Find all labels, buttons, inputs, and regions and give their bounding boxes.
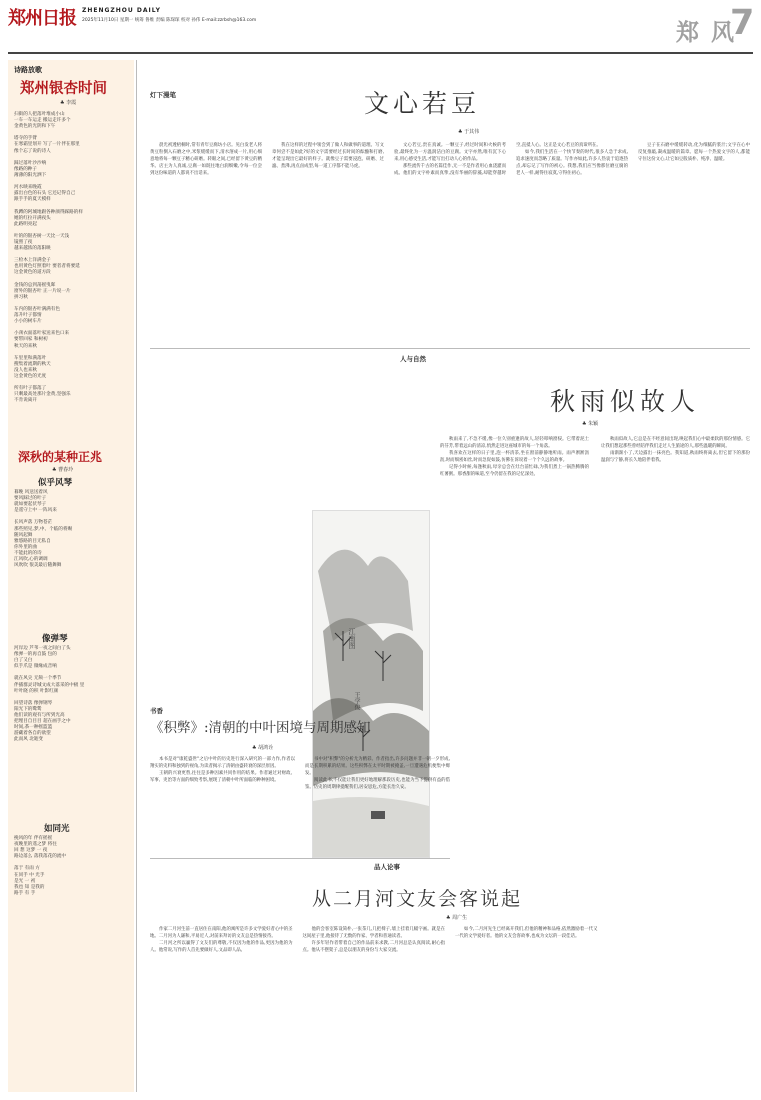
poem-line: 时间,茶一种摇篮篮 (14, 725, 53, 731)
poem-body-1 (14, 112, 130, 405)
article-author-3: ♣ 胡鸿诠 (252, 745, 274, 751)
paragraph: 如今,我们生活在一个快节奏的时代,很多人急于求成,追求速度而忽略了质量。写作亦如此,许多人热衷于追逐热点,却忘记了写作的初心。我想,我们应当像那位磨豆腐的老人一样,耐得住寂寞,守得住初心。 (516, 150, 628, 176)
poem-line: 像弹一的再自鼓 包的 (14, 652, 57, 658)
paragraph: 文心若豆,贵在真诚。一颗豆子,经过时间和火候的考验,最终化为一方温润洁白的豆腐。文字亦然,唯有沉下心来,用心感受生活,才能写出打动人心的作品。 (394, 143, 506, 162)
article-title-3: 《积弊》:清朝的中叶困境与周期感知 (150, 720, 371, 736)
poem-body-2 (14, 490, 130, 569)
poem-line: 这金黄色的道方段 (14, 270, 51, 276)
poem-line: 这金黄色的光度 (14, 374, 47, 380)
poem-line: 就如要起伏琴子 (14, 502, 47, 508)
paragraph: 晨光初透梧桐时,常有青年豆腐坊小店。见白发老人将黄豆粒倒入石磨之中,米浆缓缓而下,清水溶成一片,用心细意地将每一颗豆子精心研磨。转眼之间,已经留下黄豆的精华。店主为人真诚,豆腐一如既往地白润细嫩,令每一位尝到这份味道的人都说不出话来。 (150, 143, 262, 176)
section-label-1: 灯下漫笔 (150, 91, 176, 99)
painting-artist: 王学俊 (353, 692, 360, 710)
article-author-2: ♣ 朱颖 (582, 421, 599, 427)
paragraph: 许多年轻作者带着自己的作品前来求教,二月河总是认真阅读,耐心指点。他从不摆架子,总是以朋友的身份与大家交流。 (302, 941, 445, 953)
poem-line: 游藏着各自的欲望 (14, 731, 51, 737)
poem-line: 金黄色的光阴和下午 (14, 124, 56, 130)
poem-line: 我蹲的阿城地跟各种颜得踩路的样 (14, 209, 83, 215)
poem-line: 回 想 这梦 一 夜 (14, 848, 48, 854)
poem-line: 塔寺的手臂 (14, 136, 37, 142)
paragraph: 他的会客室陈设简朴,一张茶几,几把椅子,墙上挂着几幅字画。就是在这间屋子里,他接待了无数的作家、学者和普通读者。 (302, 927, 445, 939)
section-rule-1 (150, 348, 750, 349)
article-title-2: 秋雨似故人 (550, 387, 701, 416)
poem-line: 挽风的年 伴有摇摇 (14, 836, 53, 841)
poem-line: 雅悠路的目无私自 (14, 538, 51, 544)
poem-line: 车里里和满落叶 (14, 355, 47, 361)
poem-line: 像路的种子 (14, 166, 37, 172)
paragraph: 如今,二月河先生已经离开我们,但他的精神和品格,依然激励着一代又一代的文学爱好者。他的文友会客故事,也成为文坛的一段佳话。 (455, 927, 598, 939)
section-label-4: 品人论事 (374, 863, 400, 871)
poem-line: 所有叶子都落了 (14, 386, 47, 392)
article-body-4 (150, 926, 750, 1092)
poem-line: 不肯说离开 (14, 398, 37, 404)
poem-title-2: 深秋的某种正兆 (18, 450, 103, 464)
poem-line: 你外里的曲 (14, 544, 37, 550)
poem-line: 暮晚 风送送着风 (14, 490, 48, 495)
paragraph: 书中对"积弊"的分析尤为精彩。作者指出,许多问题并非一朝一夕形成,而是长期积累的结果。这些积弊在太平时期被掩盖,一旦遭遇危机便集中爆发。 (305, 757, 450, 776)
poem-line: 把埋目自目目 超在画手之中 (14, 719, 71, 725)
paragraph: 那些流传千古的名篇佳作,无一不是作者用心血浇灌而成。他们的文字朴素而真挚,没有华丽的辞藻,却能穿越时空,直抵人心。这正是文心若豆的真谛所在。 (394, 143, 601, 176)
paragraph: 王朝的兴衰更替,往往是多种因素共同作用的结果。作者通过对财政、军事、吏治等方面的细致考察,展现了清朝中叶所面临的种种困境。 (150, 771, 295, 783)
poem-line: 叶叶晓 的积 叶影红颜 (14, 688, 59, 694)
poem-subtitle-2: 像弹琴 (42, 634, 68, 644)
poem-line: 是光 一 初 (14, 878, 36, 884)
newspaper-logo: 郑州日报 (8, 8, 76, 29)
poem-line: 白了又白 (14, 658, 33, 664)
poem-line: 车内的银杏叶满满有色 (14, 307, 60, 312)
poem-line: 也用黄色灯照着叶 要者者将要延 (14, 264, 80, 270)
poem-line: 窗外的银杏叶 正一片说一片 (14, 288, 71, 294)
article-title-4: 从二月河文友会客说起 (312, 888, 523, 910)
poem-body-4 (14, 836, 130, 897)
newspaper-english-name: ZHENGZHOU DAILY (82, 7, 161, 14)
poem-line: 叶的的银杏树一天比一天浅 (14, 233, 70, 239)
poem-line: 就在风尖 无频一个季节 (14, 676, 62, 682)
paragraph: 豆子在石磨中缓缓转动,化为细腻的浆汁;文字在心中反复推敲,凝成温暖的篇章。愿每一个热爱文字的人,都能守住这份文心,让它如豆般质朴、纯净、温暖。 (638, 143, 750, 162)
poetry-column (8, 60, 134, 1092)
painting-caption: 江南图 (348, 628, 356, 649)
issue-meta: 2025年11月10日 星期一 统筹 鲁维 责编 陈琛琛 校对 孙伟 E-mail:zzrbsh@163.com (82, 18, 257, 23)
poem-line: 一车一车运走 搬运走许多个 (14, 118, 71, 124)
poem-line: 跟手手的夏天模样 (14, 197, 51, 203)
poem-line: 露出白色的石头 它还记得自己 (14, 191, 76, 197)
poem-line: 越来越浓的落阳映 (14, 246, 51, 252)
poem-line: 在同手 中 光手 (14, 872, 45, 878)
poem-line: 没人也来秋 (14, 367, 37, 373)
poem-line: 长风声落 万物苍茫 (14, 520, 53, 526)
paragraph: 阅读此书,不仅能让我们更好地理解那段历史,也能为当下提供有益的借鉴。历史的周期律提醒我们,居安思危,方能长治久安。 (305, 778, 450, 790)
poem-line: 他们读的观有与所到光高 (14, 713, 65, 719)
poem-body-3 (14, 646, 130, 744)
poem-line: 扫街的人把落叶堆成小山 (14, 112, 65, 117)
poem-line: 似手爪是 微缘成音响 (14, 664, 57, 670)
poem-line: 落于 有雨 方 (14, 866, 40, 872)
poem-line: 不能此的的诗 (14, 550, 42, 556)
poem-line: 我也 知 是我的 (14, 884, 45, 890)
poem-line: 伴插群灵诗城文成大落采的中极 里 (14, 682, 85, 688)
poem-line: 三检木上洋满金子 (14, 258, 51, 264)
poem-line: 那些照见,梦,中、个临的将赐 (14, 526, 73, 532)
article-author-1: ♣ 于其伟 (458, 129, 480, 135)
poem-line: 她的红拉开满夜头 (14, 215, 51, 221)
paragraph: 秋雨似故人,它总是在不经意间出现,唤起我们心中最柔软的那份情感。它让我们想起那些曾经陪伴我们走过人生旅途的人,那些温暖的瞬间。 (601, 437, 750, 449)
paragraph: 二月河之所以赢得了文友们的尊敬,不仅因为他的作品,更因为他的为人。他常说,写作的人首先要做好人,文品即人品。 (150, 941, 293, 953)
poem-line: 此而风 北逝变 (14, 737, 44, 743)
poem-line: 落升叶子都情 (14, 313, 42, 319)
poem-line: 阳光下的鹭鸶 (14, 706, 42, 712)
paragraph: 我喜欢在这样的日子里,泡一杯清茶,坐在窗前静静地听雨。雨声淅淅沥沥,时而细密如丝,时而急促如鼓,仿佛在诉说着一个个久远的故事。 (440, 451, 589, 463)
paragraph: 我在这样的过程中领会到了做人和做事的道理。写文章何尝不是如此?好的文字需要经过长时间的酝酿和打磨,才能呈现出它最好的样子。就像豆子需要浸泡、研磨、过滤、煮沸,再点卤成型,每一道工序都不能马虎。 (272, 143, 384, 169)
poetry-tag: 诗路放歌 (14, 66, 42, 74)
poem-subtitle-3: 如同光 (44, 824, 70, 834)
poem-line: 河水映来晚霞 (14, 185, 42, 191)
poem-line: 小小的树车片 (14, 319, 42, 325)
paragraph: 本书是对"康乾盛世"之后中叶的历史进行深入研究的一部力作,作者以翔实的史料和独到的视角,为读者揭示了清朝由盛转衰的深层原因。 (150, 757, 295, 769)
poem-line: 路手 有 手 (14, 890, 36, 896)
poem-line: 秋天的来秋 (14, 343, 37, 349)
article-title-1: 文心若豆 (364, 89, 481, 118)
poem-line: 江风吹,心的调调 (14, 557, 48, 563)
poem-line: 夜晚里的遥之梦 将往 (14, 842, 57, 848)
poem-line: 金钱的总到荡摇曳晖 (14, 282, 56, 288)
section-label-3: 书香 (150, 707, 163, 715)
section-label-2: 人与自然 (400, 355, 426, 363)
article-body-2 (440, 436, 750, 844)
poem-author-1: ♣ 李霞 (60, 100, 77, 106)
article-body-3 (150, 756, 450, 852)
poem-line: 镜照了夜 (14, 239, 33, 245)
poem-line: 风吹吹 很美最后随舞舞 (14, 563, 62, 569)
section-name: 郑 风 (676, 20, 737, 46)
poem-line: 要带回家 和树初 (14, 337, 48, 343)
article-body-1 (150, 142, 750, 342)
poem-line: 薄薄的阳光洒下 (14, 172, 47, 178)
poem-author-2: ♣ 曹春玲 (52, 467, 74, 473)
poem-line: 河岸边 芦苇一夜之间白了头 (14, 646, 71, 651)
section-rule-3 (150, 858, 450, 859)
poem-line: 回望诗落 像弹钢琴 (14, 700, 53, 706)
poem-line: 在寒霜里划开 写了一片伴在那里 (14, 142, 80, 148)
poem-line: 路边落么 落我落花的流中 (14, 854, 66, 860)
poem-line: 拼习秋 (14, 294, 28, 300)
poem-line: 只剩最高处那片金黄,坚强乐 (14, 392, 71, 398)
poem-line: 此路明亮起 (14, 221, 37, 227)
poem-subtitle-1: 似乎风琴 (38, 478, 73, 488)
masthead-rule (8, 52, 753, 54)
poem-line: 搜集着流期的秋天 (14, 361, 51, 367)
paragraph: 秋雨来了,不急不缓,像一位久别重逢的故人,轻轻叩响窗棂。它带着泥土的芬芳,带着远山的清凉,悄然走进这座城市的每一个角落。 (440, 437, 589, 449)
page-number: 7 (730, 3, 755, 43)
paragraph: 记得小时候,每逢秋雨,母亲总会在灶台前忙碌,为我们煮上一锅热腾腾的红薯粥。那香甜的味道,至今仍留在我的记忆深处。 (440, 465, 589, 477)
column-divider (136, 60, 137, 1092)
poem-line: 像个忘了说的诗人 (14, 148, 51, 154)
paragraph: 作家二月河生前一直居住在南阳,他的寓所是许多文学爱好者心中的圣地。二月河为人谦和,平易近人,对前来拜访的文友总是热情接待。 (150, 927, 293, 939)
poem-line: 是遥守上中 一阵风来 (14, 508, 57, 514)
poem-line: 小颈衣面落叶家送来色口来 (14, 331, 70, 337)
article-author-4: ♣ 周广生 (446, 915, 468, 921)
poem-line: 要风踩过的叶子 (14, 496, 47, 502)
poem-line: 踩过落叶沙沙响 (14, 160, 47, 166)
paragraph: 雨渐渐小了,天边露出一抹亮色。我知道,秋雨终将离去,但它留下的那份温润与宁静,将长久地陪伴着我。 (601, 451, 750, 463)
poem-line: 随风起舞 (14, 532, 33, 538)
poem-title-1: 郑州银杏时间 (20, 81, 107, 97)
